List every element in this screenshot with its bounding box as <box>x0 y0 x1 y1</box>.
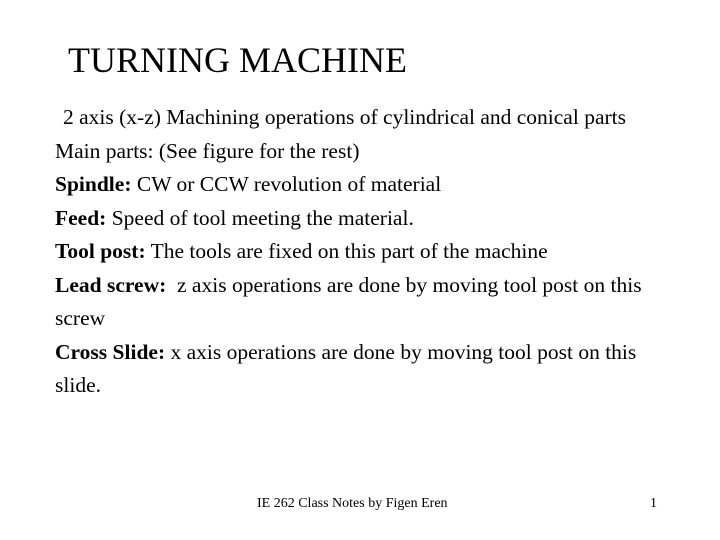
item-lead-screw <box>55 269 685 336</box>
item-spindle <box>55 168 685 202</box>
item-tool-post <box>55 235 685 269</box>
footer-text: IE 262 Class Notes by Figen Eren <box>257 496 448 511</box>
slide-title: TURNING MACHINE <box>68 40 407 80</box>
term-description: Speed of tool meeting the material. <box>106 205 414 230</box>
term-label: Lead screw: <box>55 272 167 297</box>
main-parts-text: Main parts: (See figure for the rest) <box>55 138 360 163</box>
slide-body <box>55 101 685 403</box>
term-description: x axis operations are done by moving tool post on this slide. <box>55 339 637 397</box>
item-feed <box>55 202 685 236</box>
term-description: z axis operations are done by moving tool post on this screw <box>55 272 647 330</box>
term-label: Tool post: <box>55 239 146 263</box>
term-description: The tools are fixed on this part of the machine <box>145 239 548 263</box>
item-cross-slide <box>55 336 685 403</box>
term-label: Feed: <box>55 205 107 230</box>
intro-text: 2 axis (x-z) Machining operations of cylindrical and conical parts <box>63 105 626 129</box>
page-number: 1 <box>650 496 657 511</box>
term-label: Spindle: <box>55 172 132 196</box>
term-description: CW or CCW revolution of material <box>131 172 442 196</box>
term-label: Cross Slide: <box>55 339 166 364</box>
